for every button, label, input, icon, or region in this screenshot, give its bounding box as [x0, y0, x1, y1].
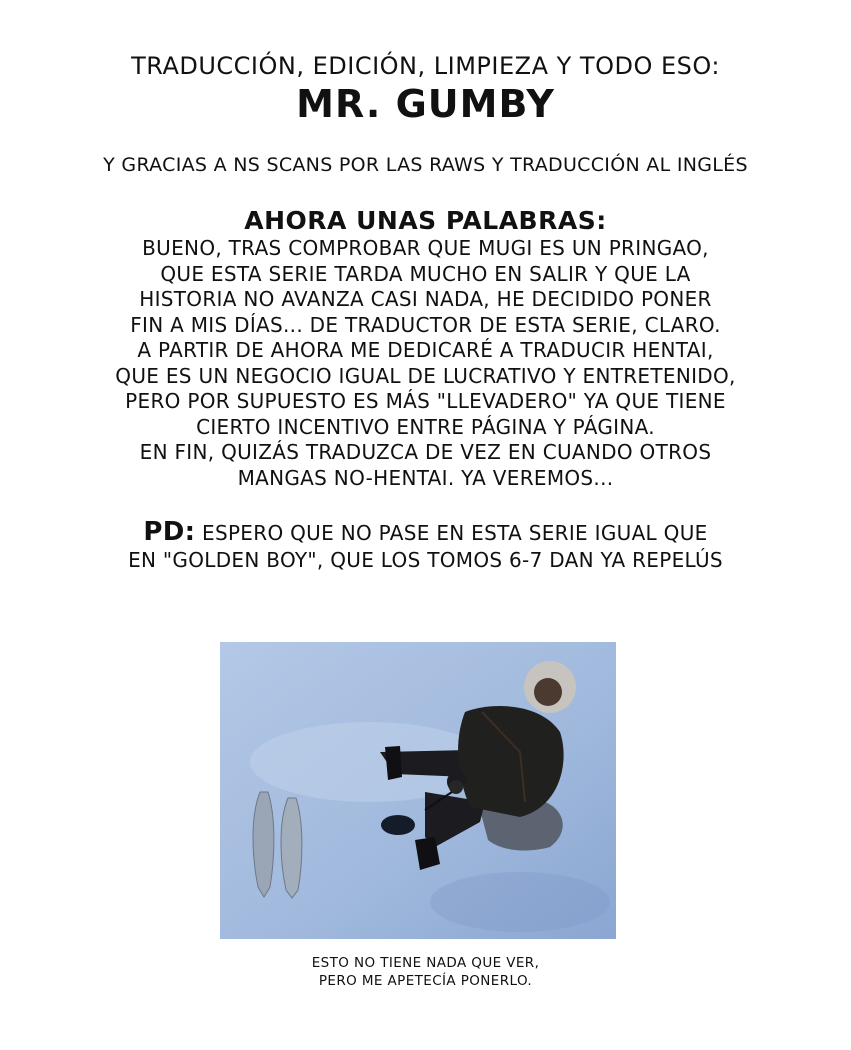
words-heading: AHORA UNAS PALABRAS: [244, 206, 607, 235]
caption-line-1: ESTO NO TIENE NADA QUE VER, [311, 955, 540, 971]
credits-name: MR. GUMBY [296, 82, 555, 126]
words-line: QUE ESTA SERIE TARDA MUCHO EN SALIR Y QUE LA [160, 261, 691, 286]
words-line: PERO POR SUPUESTO ES MÁS "LLEVADERO" YA QUE TIENE [125, 389, 726, 413]
postscript-text-1: ESPERO QUE NO PASE EN ESTA SERIE IGUAL QUE [195, 521, 708, 545]
words-line: BUENO, TRAS COMPROBAR QUE MUGI ES UN PRINGAO, [142, 236, 709, 260]
thanks-line: Y GRACIAS A NS SCANS POR LAS RAWS Y TRADUCCIÓN AL INGLÉS [103, 154, 748, 176]
ice-fishing-photo [220, 642, 616, 939]
words-line: EN FIN, QUIZÁS TRADUZCA DE VEZ EN CUANDO OTROS [139, 440, 712, 464]
postscript [0, 519, 851, 574]
words-line: FIN A MIS DÍAS... DE TRADUCTOR DE ESTA SERIE, CLARO. [130, 312, 721, 337]
words-line: MANGAS NO-HENTAI. YA VEREMOS... [237, 465, 614, 490]
words-line: HISTORIA NO AVANZA CASI NADA, HE DECIDIDO PONER [139, 287, 712, 311]
caption-line-2: PERO ME APETECÍA PONERLO. [318, 973, 533, 989]
credits-line: TRADUCCIÓN, EDICIÓN, LIMPIEZA Y TODO ESO: [131, 52, 720, 80]
photo-caption [0, 954, 851, 990]
words-line: A PARTIR DE AHORA ME DEDICARÉ A TRADUCIR HENTAI, [137, 338, 714, 362]
words-body [0, 236, 851, 491]
postscript-line-1 [0, 519, 851, 547]
ice-hole-icon [381, 815, 415, 835]
postscript-label: PD: [143, 517, 196, 547]
words-line: QUE ES UN NEGOCIO IGUAL DE LUCRATIVO Y ENTRETENIDO, [115, 363, 736, 388]
postscript-line-2: EN "GOLDEN BOY", QUE LOS TOMOS 6-7 DAN YA REPELÚS [128, 548, 723, 572]
words-line: CIERTO INCENTIVO ENTRE PÁGINA Y PÁGINA. [196, 414, 655, 439]
snow-shadow-2 [430, 872, 610, 932]
